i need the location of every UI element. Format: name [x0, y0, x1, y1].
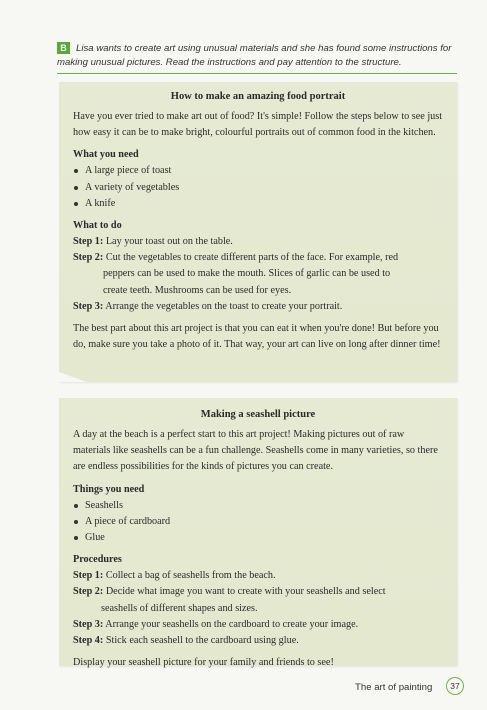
shell-need-heading: Things you need: [73, 483, 145, 495]
list-item: A piece of cardboard: [73, 514, 443, 530]
list-item: A variety of vegetables: [73, 180, 443, 196]
food-step-2-cont: create teeth. Mushrooms can be used for eyes.: [103, 284, 292, 296]
divider-line: [57, 73, 457, 74]
task-instructions: [57, 42, 457, 70]
shell-closing: Display your seashell picture for your family and friends to see!: [73, 657, 334, 669]
food-title: How to make an amazing food portrait: [170, 91, 346, 102]
shell-step-3: Step 3: Arrange your seashells on the cardboard to create your image.: [73, 618, 359, 630]
food-items-list: [73, 163, 443, 212]
footer-unit-title: The art of painting: [355, 682, 433, 693]
shell-step-1: Step 1: Collect a bag of seashells from the beach.: [73, 570, 276, 582]
seashell-note: [59, 398, 457, 669]
food-portrait-note: [59, 82, 457, 382]
list-item: Glue: [73, 530, 443, 546]
list-item: Seashells: [73, 498, 443, 514]
food-step-2: Step 2: Cut the vegetables to create different parts of the face. For example, red: [73, 252, 399, 264]
shell-intro: A day at the beach is a perfect start to this art project! Making pictures out of raw materials like seashells can be a fun challenge. Seashells come in many varieties, so there are endless possibilities for the kinds of pictures you can create.: [73, 429, 438, 473]
food-step-2-cont: peppers can be used to make the mouth. Slices of garlic can be used to: [103, 268, 391, 280]
shell-step-2-cont: seashells of different shapes and sizes.: [101, 602, 258, 614]
food-step-1: Step 1: Lay your toast out on the table.: [73, 236, 233, 248]
shell-proc-heading: Procedures: [73, 554, 122, 566]
shell-step-2: Step 2: Decide what image you want to create with your seashells and select: [73, 586, 386, 598]
page-curl: [59, 372, 87, 382]
page-number: 37: [446, 677, 464, 695]
food-need-heading: What you need: [73, 149, 139, 161]
food-intro: Have you ever tried to make art out of food? It's simple! Follow the steps below to see just how easy it can be to make bright, colourful portraits out of common food in the kitchen.: [73, 111, 443, 139]
list-item: A knife: [73, 196, 443, 212]
food-todo-heading: What to do: [73, 220, 122, 232]
shell-items-list: [73, 498, 443, 547]
section-badge: B: [57, 42, 70, 54]
list-item: A large piece of toast: [73, 163, 443, 179]
shell-step-4: Step 4: Stick each seashell to the cardboard using glue.: [73, 635, 299, 647]
food-step-3: Step 3: Arrange the vegetables on the toast to create your portrait.: [73, 300, 343, 312]
food-closing: The best part about this art project is that you can eat it when you're done! But before you do, make sure you take a photo of it. That way, your art can live on long after dinner time!: [73, 323, 441, 351]
shell-title: Making a seashell picture: [200, 409, 316, 420]
task-text: Lisa wants to create art using unusual materials and she has found some instructions for making unusual pictures. Read the instructions and pay attention to the structure.: [57, 43, 452, 68]
